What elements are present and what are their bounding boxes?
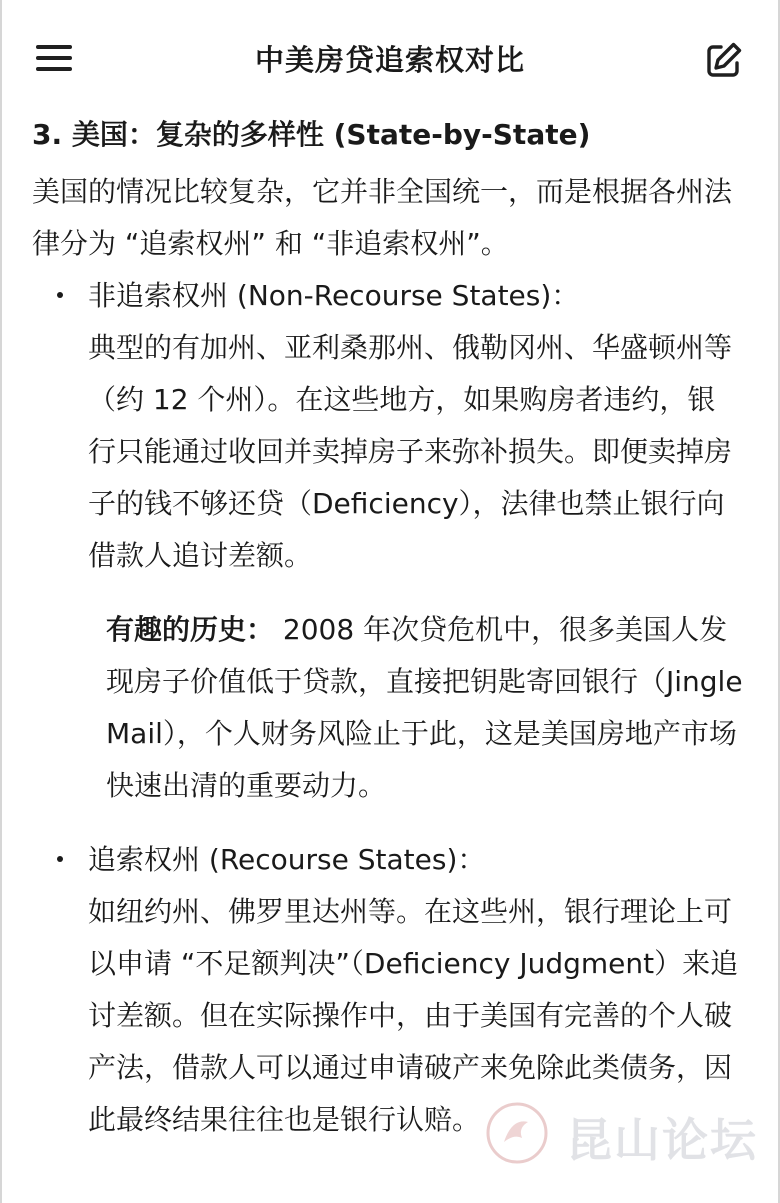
bullet-body: 典型的有加州、亚利桑那州、俄勒冈州、华盛顿州等（约 12 个州）。在这些地方，如果购房者违约，银行只能通过收回并卖掉房子来弥补损失。即便卖掉房子的钱不够还贷（Deficiency），法律也禁止银行向借款人追讨差额。 — [88, 331, 733, 572]
history-note — [106, 604, 746, 812]
section-intro: 美国的情况比较复杂，它并非全国统一，而是根据各州法律分为 “追索权州” 和 “非追索权州”。 — [32, 175, 733, 260]
page-title: 中美房贷追索权对比 — [254, 43, 525, 77]
edit-icon[interactable] — [704, 40, 744, 80]
list-item-recourse — [32, 834, 742, 1146]
history-note-text: 2008 年次贷危机中，很多美国人发现房子价值低于贷款，直接把钥匙寄回银行（Jingle Mail），个人财务风险止于此，这是美国房地产市场快速出清的重要动力。 — [106, 613, 743, 802]
bullet-heading: 追索权州 (Recourse States)： — [88, 843, 486, 876]
screen-edge-left — [0, 0, 2, 1203]
bullet-heading: 非追索权州 (Non-Recourse States)： — [88, 279, 580, 312]
bullet-dot-icon — [57, 856, 63, 862]
bullet-dot-icon — [57, 292, 63, 298]
article-content — [32, 112, 752, 1146]
section-heading: 3. 美国：复杂的多样性 (State-by-State) — [32, 118, 591, 151]
watermark-text: 昆山论坛 — [566, 1113, 758, 1167]
top-bar — [0, 0, 780, 118]
history-note-label: 有趣的历史： — [106, 613, 275, 646]
list-item-non-recourse — [32, 270, 742, 582]
bullet-body: 如纽约州、佛罗里达州等。在这些州，银行理论上可以申请 “不足额判决”（Deficiency Judgment）来追讨差额。但在实际操作中，由于美国有完善的个人破产法，借款人可以通过申请破产来免除此类债务，因此最终结果往往也是银行认赔。 — [88, 895, 739, 1136]
